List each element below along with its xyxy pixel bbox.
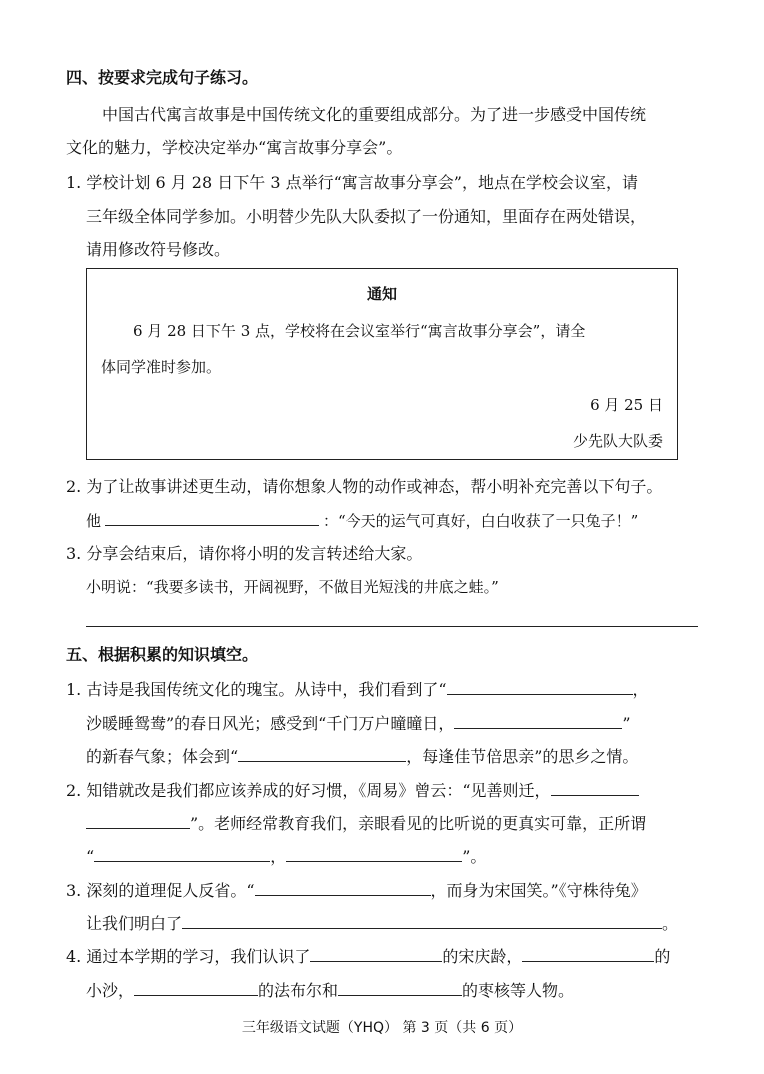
question-2-sentence (86, 510, 638, 531)
question-3-line-1: 3. 分享会结束后，请你将小明的发言转述给大家。 (66, 544, 423, 563)
question-1-line-2: 三年级全体同学参加。小明替少先队大队委拟了一份通知，里面存在两处错误， (86, 207, 647, 226)
question-2-suffix: ：“今天的运气可真好，白白收获了一只兔子！” (323, 512, 639, 530)
s5-q4-blank-4[interactable] (338, 980, 462, 996)
s5-q1-text-d: ” (622, 714, 631, 733)
s5-question-4-line-2 (86, 980, 574, 1001)
s5-question-1-line-1 (66, 679, 649, 700)
s5-q4-blank-2[interactable] (522, 946, 654, 962)
notice-date: 6 月 25 日 (590, 396, 663, 414)
s5-q3-text-a: 3. 深刻的道理促人反省。“ (66, 881, 255, 900)
s5-question-3-line-1 (66, 880, 647, 901)
s5-q4-text-f: 的枣核等人物。 (462, 981, 575, 1000)
s5-q3-text-b: ，而身为宋国笑。”《守株待兔》 (430, 881, 647, 900)
question-1-line-1: 1. 学校计划 6 月 28 日下午 3 点举行“寓言故事分享会”，地点在学校会议室，请 (66, 173, 638, 192)
s5-q1-blank-3[interactable] (238, 746, 406, 762)
notice-box (86, 268, 678, 460)
s5-q2-text-b: ”。老师经常教育我们，亲眼看见的比听说的更真实可靠，正所谓 (190, 814, 647, 833)
s5-q3-text-d: 。 (662, 914, 679, 933)
s5-q4-blank-3[interactable] (134, 980, 258, 996)
notice-body-line-2: 体同学准时参加。 (101, 358, 222, 376)
s5-question-4-line-1 (66, 946, 670, 967)
s5-question-2-line-3 (86, 846, 486, 867)
s5-q4-text-c: 的 (654, 947, 671, 966)
s5-q2-blank-1-continued[interactable] (86, 813, 190, 829)
s5-q4-blank-1[interactable] (310, 946, 442, 962)
s5-question-1-line-3 (86, 746, 638, 767)
s5-question-2-line-1 (66, 780, 639, 801)
s5-q2-text-d: ， (270, 847, 287, 866)
s5-q1-text-b: ， (632, 680, 649, 699)
s5-q4-text-e: 的法布尔和 (258, 981, 339, 1000)
s5-q1-text-a: 1. 古诗是我国传统文化的瑰宝。从诗中，我们看到了“ (66, 680, 447, 699)
s5-q4-text-a: 4. 通过本学期的学习，我们认识了 (66, 947, 311, 966)
s5-q2-blank-2[interactable] (94, 846, 270, 862)
question-2-line-1: 2. 为了让故事讲述更生动，请你想象人物的动作或神态，帮小明补充完善以下句子。 (66, 477, 663, 496)
s5-question-1-line-2 (86, 713, 631, 734)
section-four-heading: 四、按要求完成句子练习。 (66, 68, 259, 87)
s5-question-3-line-2 (86, 913, 678, 934)
question-2-prefix: 他 (86, 512, 102, 530)
s5-q2-text-c: “ (86, 847, 95, 866)
page-footer: 三年级语文试题（YHQ） 第 3 页（共 6 页） (241, 1020, 523, 1036)
question-3-answer-line[interactable] (86, 626, 698, 627)
s5-q3-blank-2[interactable] (182, 913, 662, 929)
s5-q1-text-f: ，每逢佳节倍思亲”的思乡之情。 (406, 747, 639, 766)
s5-q1-text-c: 沙暖睡鸳鸯”的春日风光；感受到“千门万户曈曈日， (86, 714, 455, 733)
s5-q3-blank-1[interactable] (255, 880, 431, 896)
s5-question-2-line-2 (86, 813, 646, 834)
s5-q1-blank-2[interactable] (454, 713, 622, 729)
question-2-answer-blank[interactable] (105, 510, 319, 526)
s5-q2-blank-1[interactable] (551, 780, 639, 796)
s5-q3-text-c: 让我们明白了 (86, 914, 183, 933)
s5-q2-text-a: 2. 知错就改是我们都应该养成的好习惯，《周易》曾云：“见善则迁， (66, 781, 551, 800)
question-1-line-3: 请用修改符号修改。 (86, 240, 231, 259)
notice-signature: 少先队大队委 (572, 432, 663, 450)
s5-q4-text-d: 小沙， (86, 981, 135, 1000)
s5-q2-text-e: ”。 (462, 847, 487, 866)
intro-line-1: 中国古代寓言故事是中国传统文化的重要组成部分。为了进一步感受中国传统 (102, 105, 647, 124)
notice-title: 通知 (366, 285, 397, 303)
notice-body-line-1: 6 月 28 日下午 3 点，学校将在会议室举行“寓言故事分享会”，请全 (133, 322, 586, 340)
question-3-quote: 小明说：“我要多读书，开阔视野，不做目光短浅的井底之蛙。” (86, 578, 499, 596)
s5-q4-text-b: 的宋庆龄， (442, 947, 523, 966)
s5-q2-blank-3[interactable] (286, 846, 462, 862)
intro-line-2: 文化的魅力，学校决定举办“寓言故事分享会”。 (66, 138, 403, 157)
s5-q1-blank-1[interactable] (447, 679, 633, 695)
s5-q1-text-e: 的新春气象；体会到“ (86, 747, 239, 766)
section-five-heading: 五、根据积累的知识填空。 (66, 645, 259, 664)
